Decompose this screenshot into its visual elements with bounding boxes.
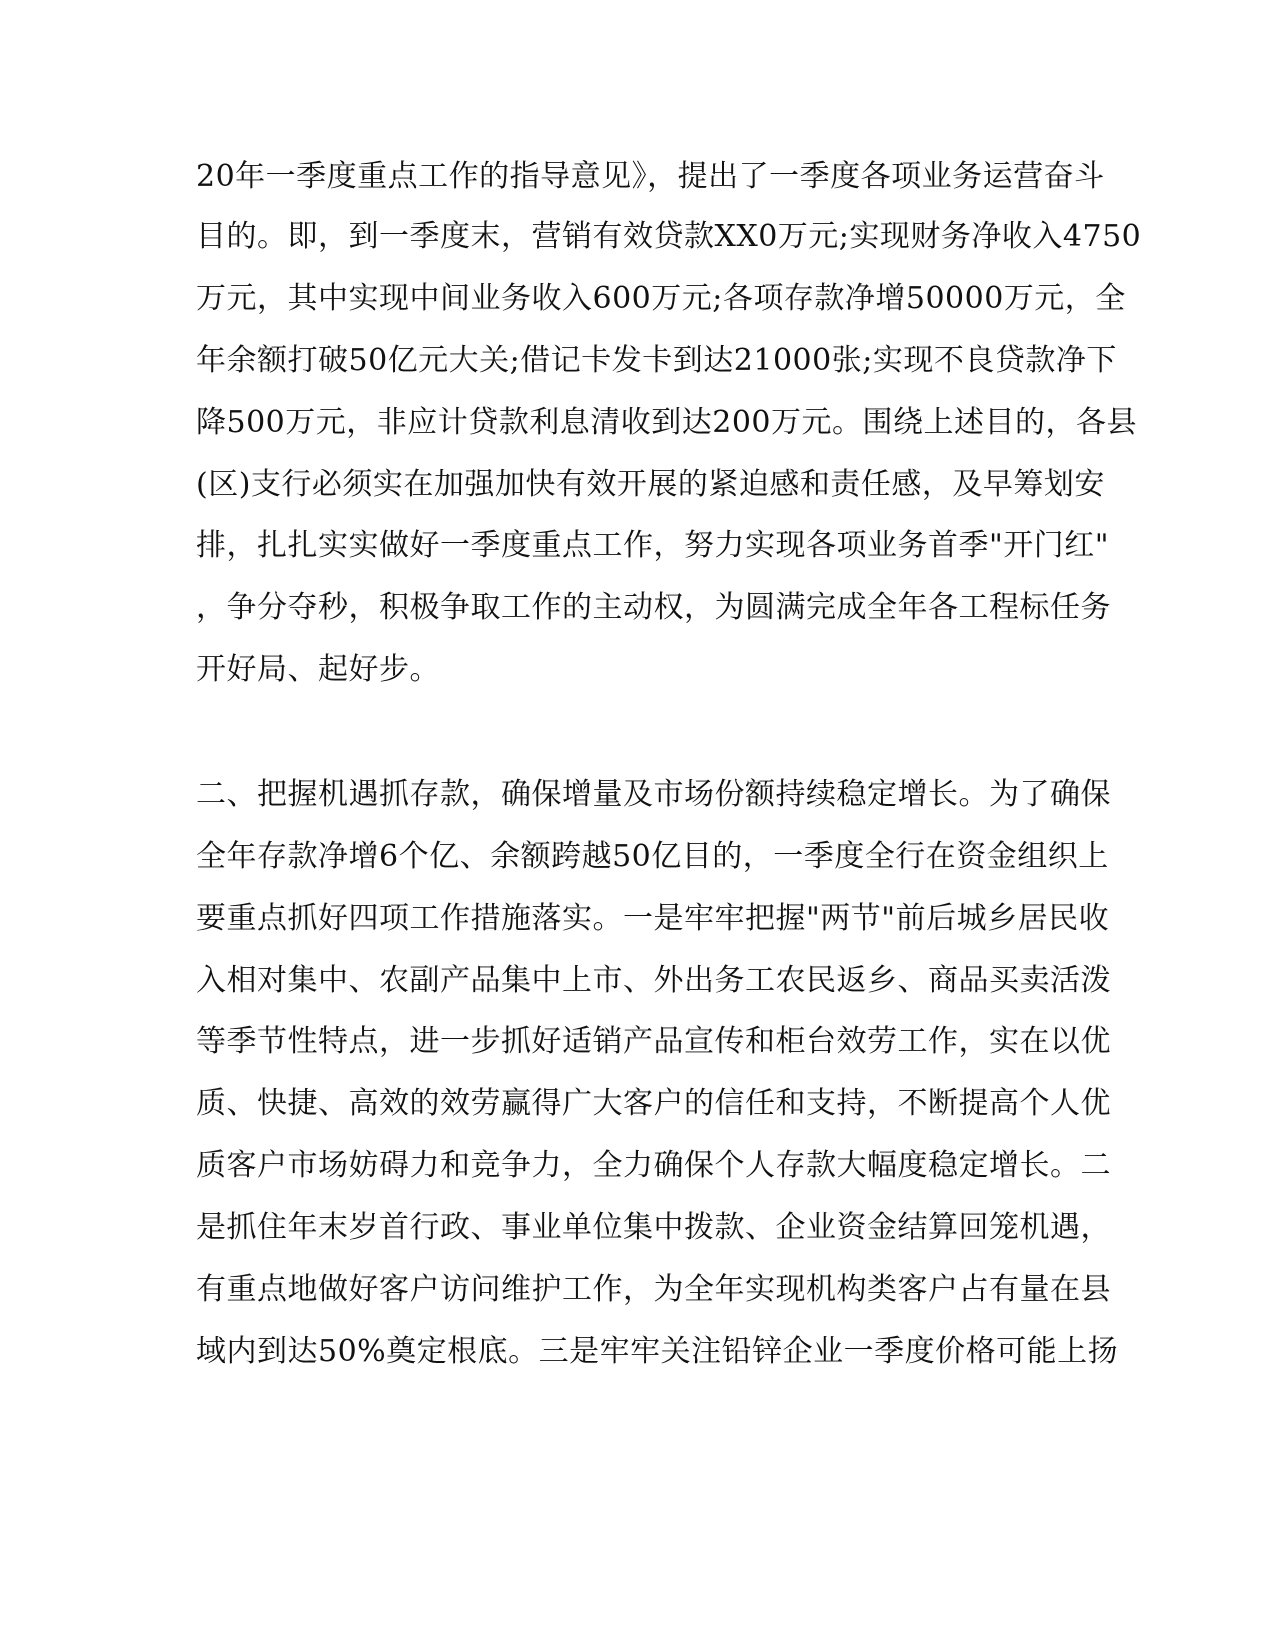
paragraph-line: 20年一季度重点工作的指导意见》，提出了一季度各项业务运营奋斗 <box>196 159 1105 194</box>
paragraph-line: 域内到达50%奠定根底。三是牢牢关注铅锌企业一季度价格可能上扬 <box>196 1334 1119 1369</box>
paragraph-line: 是抓住年末岁首行政、事业单位集中拨款、企业资金结算回笼机遇， <box>196 1210 1111 1245</box>
paragraph-line: 开好局、起好步。 <box>196 652 440 687</box>
paragraph-line: 二、把握机遇抓存款，确保增量及市场份额持续稳定增长。为了确保 <box>196 777 1111 812</box>
paragraph-line: 质、快捷、高效的效劳赢得广大客户的信任和支持，不断提高个人优 <box>196 1086 1111 1121</box>
paragraph-line: 年余额打破50亿元大关;借记卡发卡到达21000张;实现不良贷款净下 <box>196 343 1117 378</box>
paragraph-line: 目的。即，到一季度末，营销有效贷款XX0万元;实现财务净收入4750 <box>196 219 1142 254</box>
paragraph-line: (区)支行必须实在加强加快有效开展的紧迫感和责任感，及早筹划安 <box>196 467 1105 502</box>
paragraph-line: 全年存款净增6个亿、余额跨越50亿目的，一季度全行在资金组织上 <box>196 839 1109 874</box>
paragraph-line: 入相对集中、农副产品集中上市、外出务工农民返乡、商品买卖活泼 <box>196 963 1111 998</box>
paragraph-line: 降500万元，非应计贷款利息清收到达200万元。围绕上述目的，各县 <box>196 405 1138 440</box>
paragraph-line: 排，扎扎实实做好一季度重点工作，努力实现各项业务首季"开门红" <box>196 528 1110 563</box>
paragraph-line: 有重点地做好客户访问维护工作，为全年实现机构类客户占有量在县 <box>196 1272 1111 1307</box>
paragraph-line: 要重点抓好四项工作措施落实。一是牢牢把握"两节"前后城乡居民收 <box>196 901 1110 936</box>
paragraph-line: 等季节性特点，进一步抓好适销产品宣传和柜台效劳工作，实在以优 <box>196 1024 1111 1059</box>
paragraph-line: 质客户市场妨碍力和竞争力，全力确保个人存款大幅度稳定增长。二 <box>196 1148 1111 1183</box>
paragraph-line: ，争分夺秒，积极争取工作的主动权，为圆满完成全年各工程标任务 <box>196 590 1111 625</box>
paragraph-line: 万元，其中实现中间业务收入600万元;各项存款净增50000万元，全 <box>196 281 1126 316</box>
